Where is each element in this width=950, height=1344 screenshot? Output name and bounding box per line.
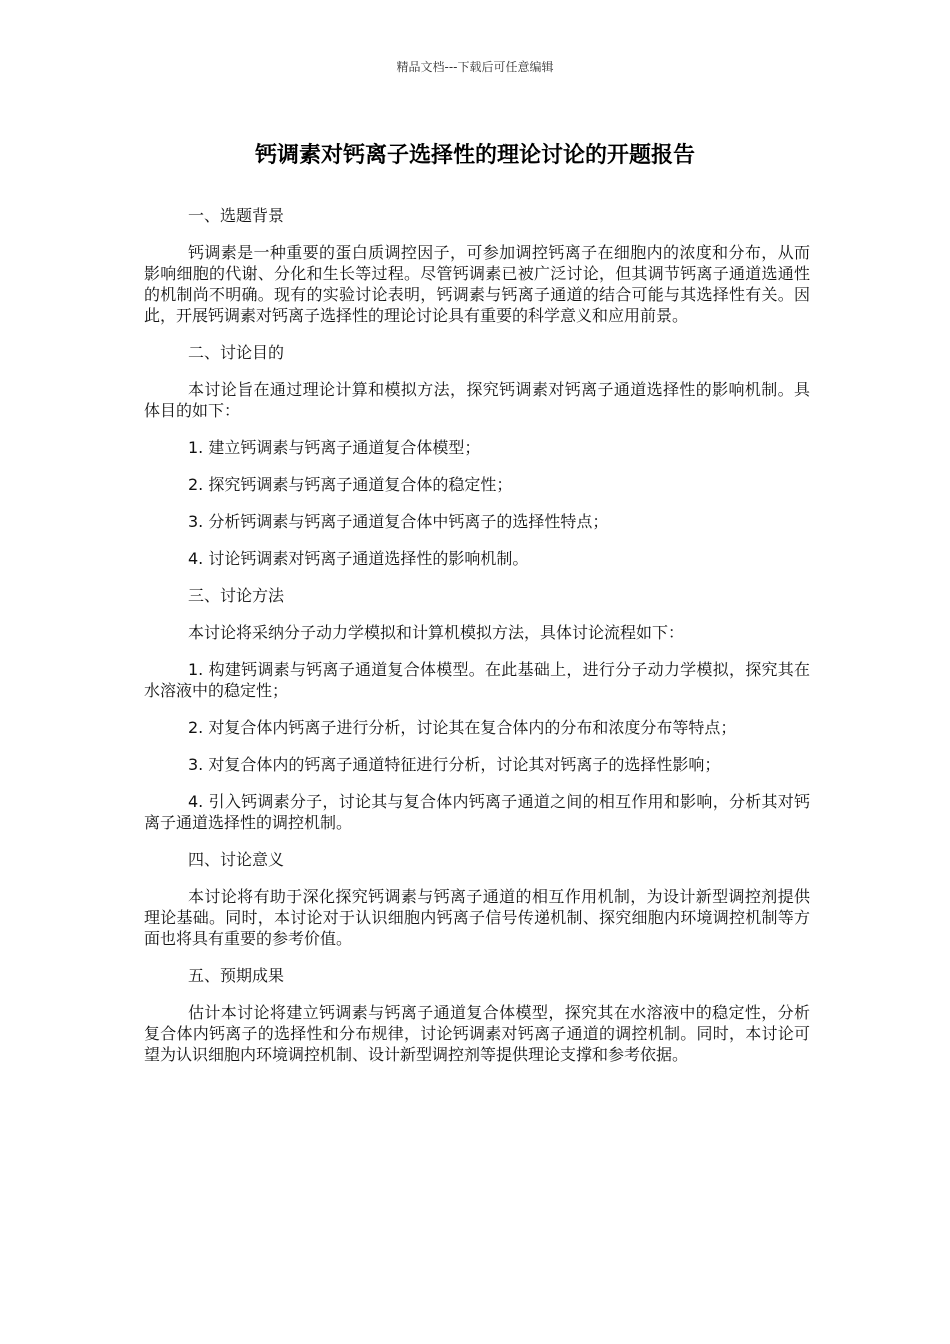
list-item: 1. 构建钙调素与钙离子通道复合体模型。在此基础上，进行分子动力学模拟，探究其在水溶液中的稳定性； [144,660,810,700]
section-heading-outcomes: 五、预期成果 [188,966,285,985]
list-item: 4. 引入钙调素分子，讨论其与复合体内钙离子通道之间的相互作用和影响，分析其对钙离子通道选择性的调控机制。 [144,792,810,832]
list-item: 4. 讨论钙调素对钙离子通道选择性的影响机制。 [188,549,529,568]
section-heading-significance: 四、讨论意义 [188,850,285,869]
list-item: 2. 对复合体内钙离子进行分析，讨论其在复合体内的分布和浓度分布等特点； [188,718,737,737]
paragraph-background: 钙调素是一种重要的蛋白质调控因子，可参加调控钙离子在细胞内的浓度和分布，从而影响细胞的代谢、分化和生长等过程。尽管钙调素已被广泛讨论，但其调节钙离子通道选通性的机制尚不明确。现有的实验讨论表明，钙调素与钙离子通道的结合可能与其选择性有关。因此，开展钙调素对钙离子选择性的理论讨论具有重要的科学意义和应用前景。 [144,243,810,325]
list-item: 3. 对复合体内的钙离子通道特征进行分析，讨论其对钙离子的选择性影响； [188,755,721,774]
list-item: 2. 探究钙调素与钙离子通道复合体的稳定性； [188,475,513,494]
page-header: 精品文档---下载后可任意编辑 [396,60,554,74]
paragraph-methods-intro: 本讨论将采纳分子动力学模拟和计算机模拟方法，具体讨论流程如下： [188,623,685,642]
section-heading-background: 一、选题背景 [188,206,285,225]
paragraph-significance: 本讨论将有助于深化探究钙调素与钙离子通道的相互作用机制，为设计新型调控剂提供理论基础。同时，本讨论对于认识细胞内钙离子信号传递机制、探究细胞内环境调控机制等方面也将具有重要的参考价值。 [144,887,810,948]
document-title: 钙调素对钙离子选择性的理论讨论的开题报告 [254,143,695,168]
paragraph-objectives-intro: 本讨论旨在通过理论计算和模拟方法，探究钙调素对钙离子通道选择性的影响机制。具体目的如下： [144,380,810,420]
document-body [144,205,810,1081]
list-item: 1. 建立钙调素与钙离子通道复合体模型； [188,438,481,457]
paragraph-outcomes: 估计本讨论将建立钙调素与钙离子通道复合体模型，探究其在水溶液中的稳定性，分析复合体内钙离子的选择性和分布规律，讨论钙调素对钙离子通道的调控机制。同时，本讨论可望为认识细胞内环境调控机制、设计新型调控剂等提供理论支撑和参考依据。 [144,1003,810,1064]
list-item: 3. 分析钙调素与钙离子通道复合体中钙离子的选择性特点； [188,512,609,531]
section-heading-objectives: 二、讨论目的 [188,343,285,362]
section-heading-methods: 三、讨论方法 [188,586,285,605]
